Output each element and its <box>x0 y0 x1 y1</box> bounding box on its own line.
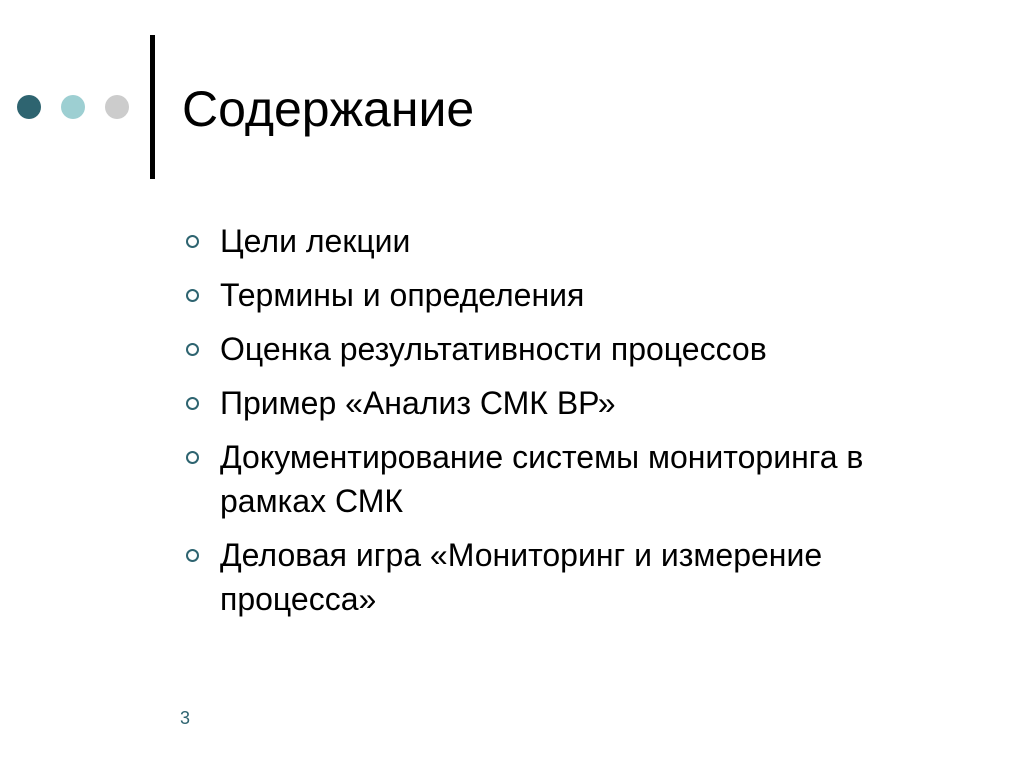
bullet-text: Оценка результативности процессов <box>220 331 767 367</box>
bullet-circle-icon <box>186 451 199 464</box>
bullet-text: Документирование системы мониторинга в рамках СМК <box>220 439 864 519</box>
slide-title: Содержание <box>182 81 475 137</box>
bullet-circle-icon <box>186 343 199 356</box>
bullet-list <box>186 219 966 631</box>
bullet-text: Пример «Анализ СМК ВР» <box>220 385 616 421</box>
list-item <box>186 219 966 263</box>
bullet-circle-icon <box>186 397 199 410</box>
decor-dot-gray <box>105 95 129 119</box>
bullet-text: Деловая игра «Мониторинг и измерение процесса» <box>220 537 823 617</box>
bullet-circle-icon <box>186 289 199 302</box>
list-item <box>186 533 966 621</box>
list-item <box>186 381 966 425</box>
list-item <box>186 327 966 371</box>
bullet-text: Цели лекции <box>220 223 411 259</box>
page-number: 3 <box>180 708 191 728</box>
bullet-text: Термины и определения <box>220 277 585 313</box>
bullet-circle-icon <box>186 549 199 562</box>
bullet-circle-icon <box>186 235 199 248</box>
decor-dot-dark <box>17 95 41 119</box>
title-divider <box>150 35 155 179</box>
list-item <box>186 435 966 523</box>
list-item <box>186 273 966 317</box>
decor-dot-light <box>61 95 85 119</box>
